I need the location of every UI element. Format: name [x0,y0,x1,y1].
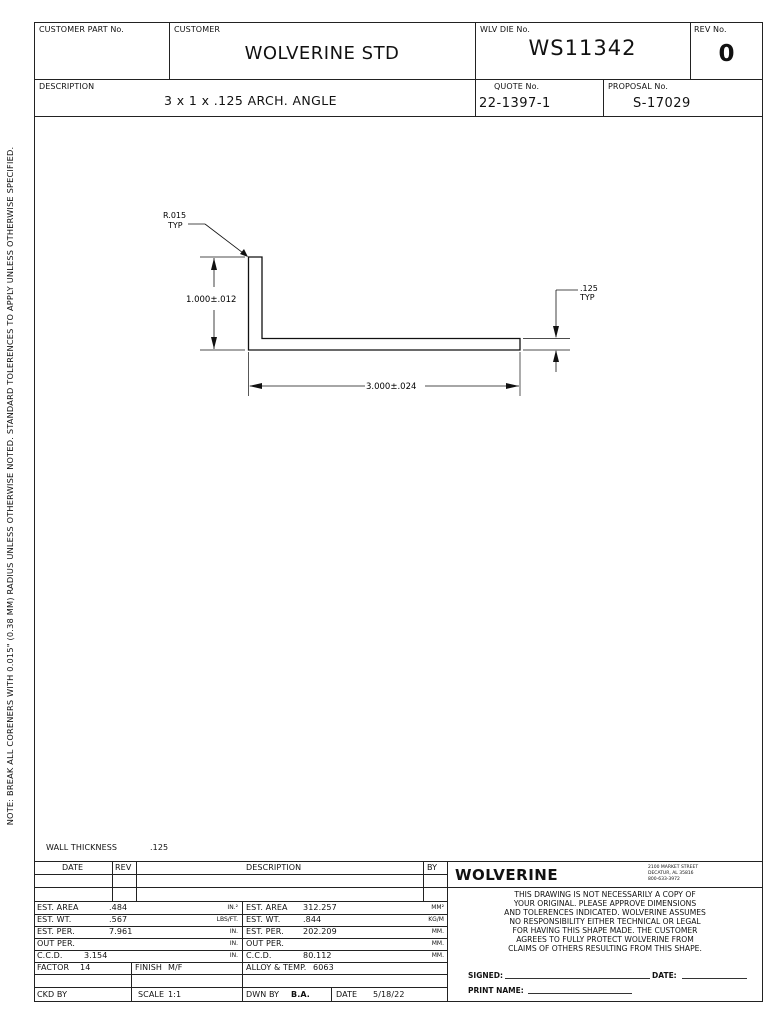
factor-label: FACTOR [37,963,70,972]
spec-line [34,914,447,915]
company-address [648,865,698,883]
company-divider [448,887,763,888]
rev-date-header: DATE [62,863,84,872]
print-name-label: PRINT NAME: [468,986,524,995]
customer-label: CUSTOMER [174,25,221,34]
est-wt-in: .567 [109,915,128,924]
est-per-in: 7.961 [109,927,133,936]
disclaimer-line: FOR HAVING THIS SHAPE MADE. THE CUSTOMER [512,926,698,935]
quote-value: 22-1397-1 [479,96,551,111]
thickness-note-2: TYP [580,293,595,302]
company-logo-text: WOLVERINE [455,866,559,884]
title-block-top [34,861,763,862]
company-addr-3: 800-633-3972 [648,877,680,882]
rev-description-header: DESCRIPTION [246,863,302,872]
rev-label: REV No. [694,25,727,34]
ccd-mm: 80.112 [303,951,332,960]
out-per-label: OUT PER. [37,939,76,948]
title-block-divider [447,861,448,1002]
rev-table-line [34,887,447,888]
proposal-value: S-17029 [633,96,691,111]
dwn-value: B.A. [291,990,310,999]
factor-value: 14 [80,963,91,972]
est-wt-label: EST. WT. [37,915,72,924]
radius-note-1: R.015 [163,211,187,220]
scale-value: 1:1 [168,990,182,999]
finish-label: FINISH [135,963,162,972]
disclaimer-line: AGREES TO FULLY PROTECT WOLVERINE FROM [516,935,694,944]
ccd-mm-unit: MM. [431,952,444,959]
est-area-label: EST. AREA [37,903,79,912]
disclaimer-line: THIS DRAWING IS NOT NECESSARILY A COPY OF [514,890,696,899]
rev-table-col [423,861,424,901]
dwn-label: DWN BY [246,990,280,999]
date-label: DATE [336,990,358,999]
description-label: DESCRIPTION [39,82,95,91]
ccd-label: C.C.D. [37,951,63,960]
wall-thickness-value: .125 [150,843,169,852]
quote-label: QUOTE No. [494,82,540,91]
scale-label: SCALE [138,990,165,999]
spec-col [242,901,243,1002]
rev-table-line [34,901,447,902]
rev-rev-header: REV [115,863,132,872]
est-per-mm-unit: MM. [431,928,444,935]
height-dim: 1.000±.012 [186,295,237,305]
customer-part-label: CUSTOMER PART No. [39,25,124,34]
alloy-value: 6063 [313,963,334,972]
spec-col [131,974,132,1002]
est-per-mm-label: EST. PER. [246,927,284,936]
est-per-in-unit: IN. [229,928,238,935]
disclaimer-line: AND TOLERENCES INDICATED. WOLVERINE ASSUMES [504,908,706,917]
spec-line [34,938,447,939]
rev-table-col [112,861,113,901]
spec-line [34,987,447,988]
side-note: NOTE: BREAK ALL CORENERS WITH 0.015" (0.38 MM) RADIUS UNLESS OTHERWISE NOTED. STANDARD TOLERENCES TO APPLY UNLESS OTHERWISE SPECIFIED. [5,146,15,826]
out-per-mm-unit: MM. [431,940,444,947]
rev-by-header: BY [427,863,438,872]
customer-value: WOLVERINE STD [244,43,400,64]
est-wt-mm-label: EST. WT. [246,915,281,924]
est-area-mm-label: EST. AREA [246,903,288,912]
ckd-label: CKD BY [37,990,68,999]
rev-table-line [34,874,447,875]
est-per-label: EST. PER. [37,927,75,936]
disclaimer-line: YOUR ORIGINAL. PLEASE APPROVE DIMENSIONS [513,899,697,908]
est-wt-mm-unit: KG/M [428,916,444,923]
finish-value: M/F [168,963,183,972]
radius-note-2: TYP [168,221,183,230]
est-wt-mm: .844 [303,915,322,924]
est-area-in: .484 [109,903,128,912]
est-area-in-unit: IN.² [227,904,238,911]
company-addr-2: DECATUR, AL 35816 [648,871,694,876]
disclaimer-line: NO RESPONSIBILITY EITHER TECHNICAL OR LEGAL [509,917,701,926]
wall-thickness-label: WALL THICKNESS [46,843,118,852]
est-wt-in-unit: LBS/FT. [216,916,238,923]
out-per-in-unit: IN. [229,940,238,947]
alloy-label: ALLOY & TEMP. [246,963,307,972]
description-value: 3 x 1 x .125 ARCH. ANGLE [164,93,337,108]
proposal-label: PROPOSAL No. [608,82,668,91]
disclaimer-line: CLAIMS OF OTHERS RESULTING FROM THIS SHAPE. [508,944,702,953]
disclaimer [452,890,758,953]
angle-profile [249,257,521,350]
est-per-mm: 202.209 [303,927,337,936]
rev-value: 0 [718,41,735,67]
print-name-line[interactable] [528,993,632,994]
out-per-mm-label: OUT PER. [246,939,285,948]
spec-col [331,987,332,1002]
est-area-mm-unit: MM² [431,904,444,911]
width-dim: 3.000±.024 [366,382,417,392]
signed-date-label: DATE: [652,971,677,980]
rev-table-col [136,861,137,901]
signed-line[interactable] [505,978,650,979]
ccd-in-unit: IN. [229,952,238,959]
thickness-note-1: .125 [580,284,598,293]
signed-label: SIGNED: [468,971,503,980]
ccd-mm-label: C.C.D. [246,951,272,960]
spec-line [34,962,447,963]
est-area-mm: 312.257 [303,903,337,912]
signed-date-line[interactable] [682,978,747,979]
spec-line [34,974,447,975]
die-value: WS11342 [528,36,637,60]
spec-line [34,926,447,927]
ccd-in: 3.154 [84,951,108,960]
spec-col [131,962,132,974]
company-addr-1: 2100 MARKET STREET [648,865,699,870]
die-label: WLV DIE No. [480,25,531,34]
date-value: 5/18/22 [373,990,405,999]
